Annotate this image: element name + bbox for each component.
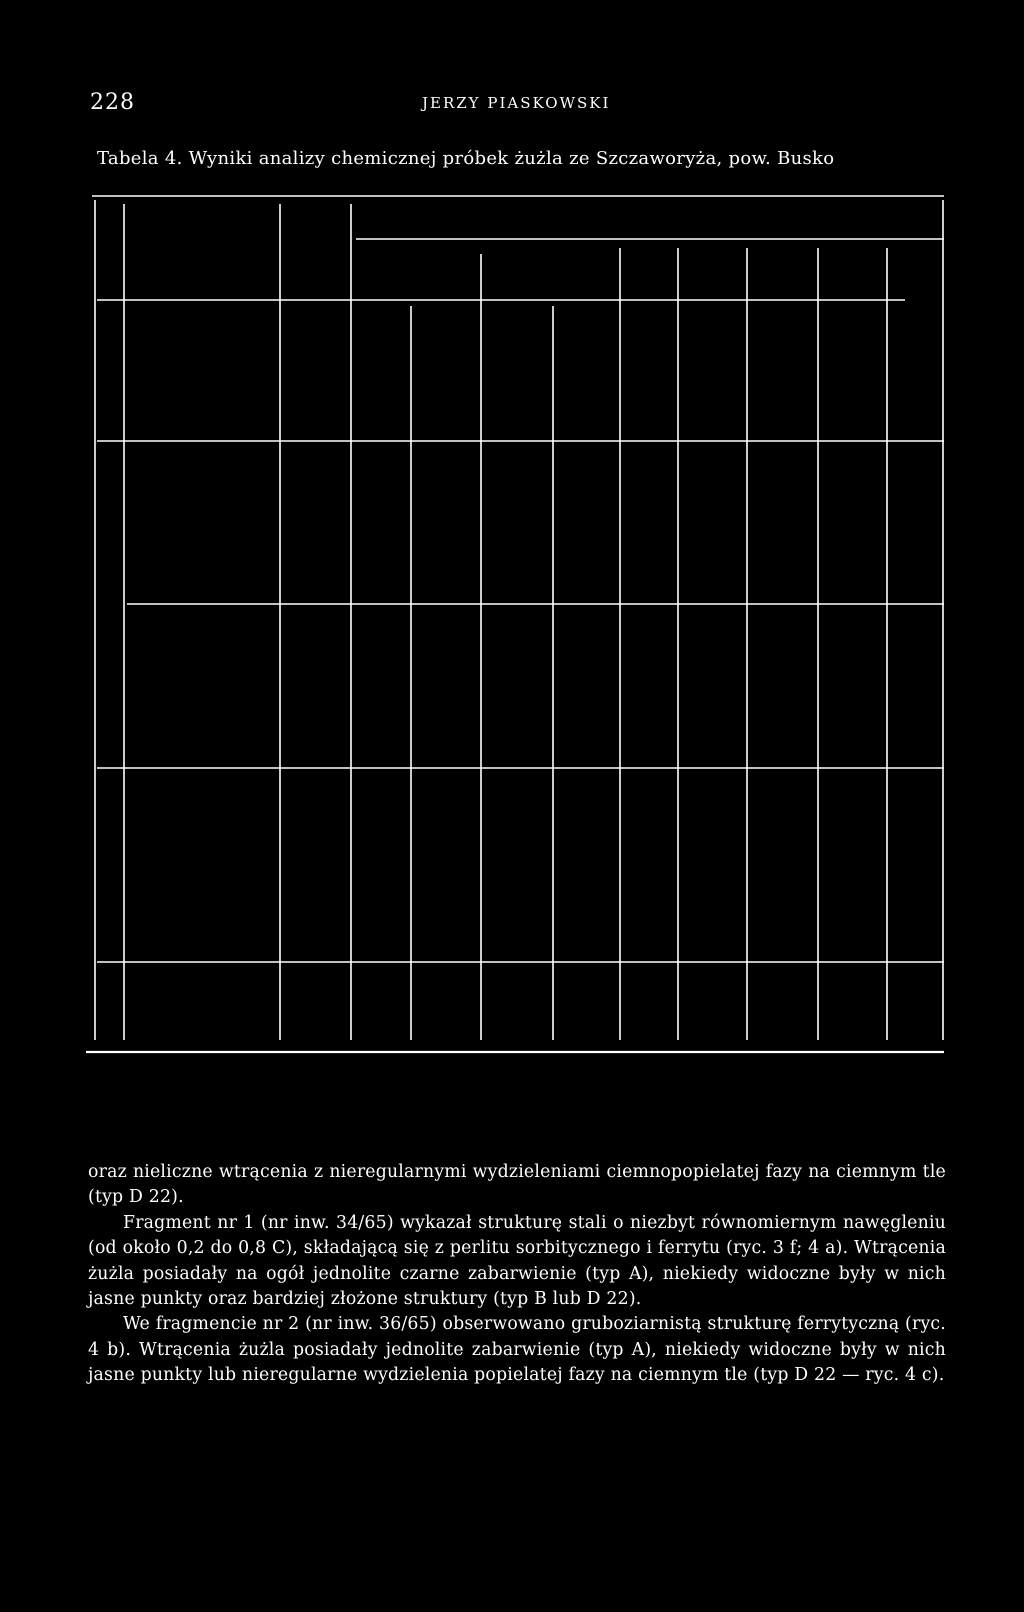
running-head: JERZY PIASKOWSKI bbox=[422, 94, 611, 112]
paragraph-continuation: oraz nieliczne wtrącenia z nieregularnymi wydzieleniami ciemnopopielatej fazy na ciemnym tle (typ D 22). bbox=[88, 1162, 946, 1208]
table-caption: Tabela 4. Wyniki analizy chemicznej próbek żużla ze Szczaworyża, pow. Busko bbox=[97, 148, 835, 169]
page-number: 228 bbox=[90, 90, 135, 115]
paragraph-fragment-1: Fragment nr 1 (nr inw. 34/65) wykazał strukturę stali o niezbyt równomiernym nawęgleniu (od około 0,2 do 0,8 C), składającą się z perlitu sorbitycznego i ferrytu (ryc. 3 f; 4 a). Wtrącenia żużla posiadały na ogół jednolite czarne zabarwienie (typ A), niekiedy widoczne były w nich jasne punkty oraz bardziej złożone struktury (typ B lub D 22). bbox=[88, 1212, 946, 1310]
body-text bbox=[88, 1160, 946, 1389]
paragraph-fragment-2: We fragmencie nr 2 (nr inw. 36/65) obserwowano gruboziarnistą strukturę ferrytyczną (ryc. 4 b). Wtrącenia żużla posiadały jednolite zabarwienie (typ A), niekiedy widoczne były w nich jasne punkty lub nieregularne wydzielenia popielatej fazy na ciemnym tle (typ D 22 — ryc. 4 c). bbox=[88, 1314, 946, 1386]
